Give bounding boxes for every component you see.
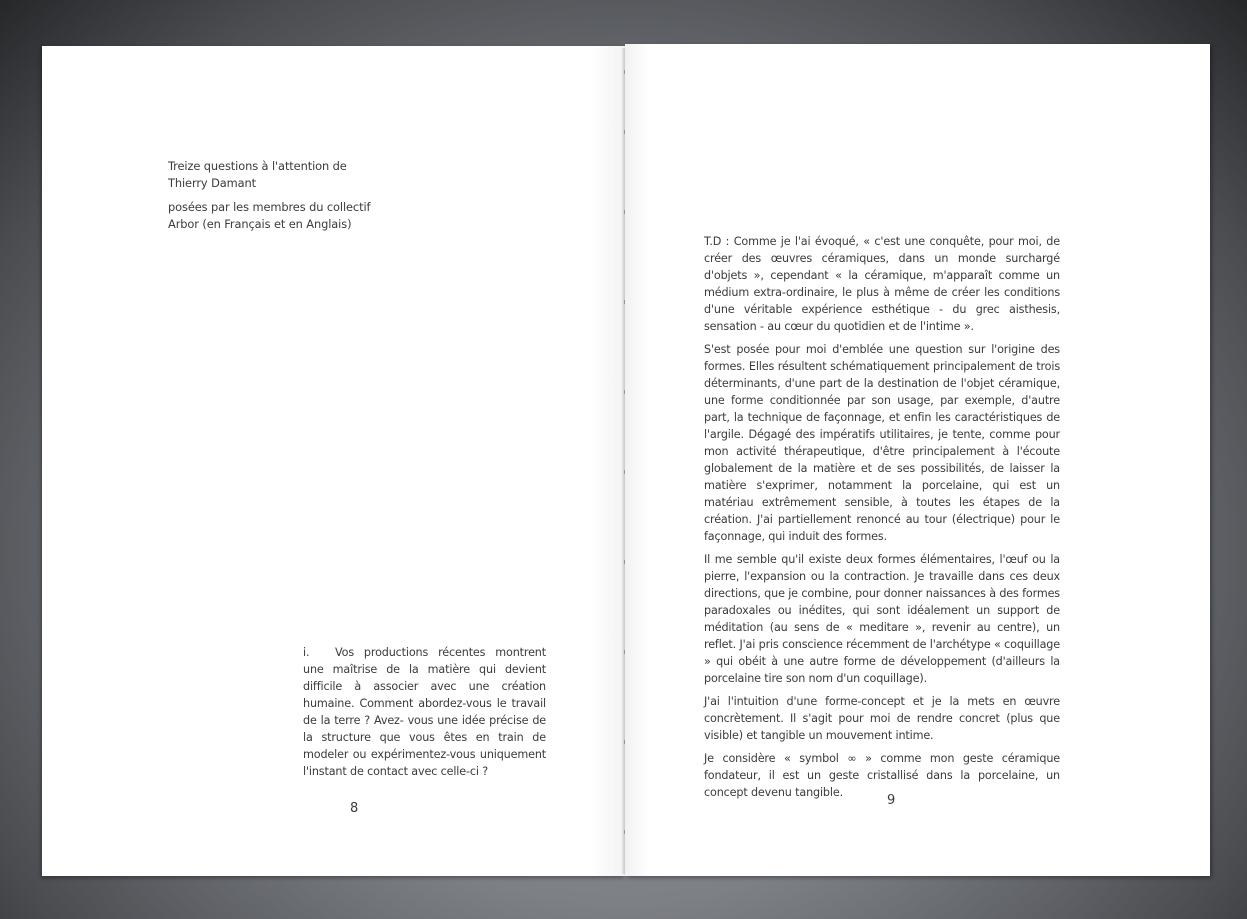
question-text: Vos productions récentes montrent une maîtrise de la matière qui devient difficile à associer avec une création humaine. Comment abordez-vous le travail de la terre ? Avez- vous une idée précise de la structure que vous êtes en train de modeler ou expérimentez-vous uniquement l'instant de contact avec celle-ci ? — [303, 646, 546, 778]
heading-title — [168, 158, 468, 192]
heading-line-1: Treize questions à l'attention de — [168, 159, 347, 173]
answer-paragraph-4: J'ai l'intuition d'une forme-concept et je la mets en œuvre concrètement. Il s'agit pour moi de rendre concret (plus que visible) et tangible un mouvement intime. — [704, 695, 1060, 742]
subheading-line-1: posées par les membres du collectif — [168, 200, 371, 214]
question-number: i. — [303, 646, 310, 659]
answer-paragraph-2: S'est posée pour moi d'emblée une question sur l'origine des formes. Elles résultent schématiquement principalement de trois déterminants, d'une part de la destination de l'objet céramique, une forme conditionnée par son usage, par exemple, d'autre part, la technique de façonnage, et enfin les caractéristiques de l'argile. Dégagé des impératifs utilitaires, je tente, comme pour mon activité thérapeutique, d'être principalement à l'écoute globalement de la matière et de ses possibilités, de laisser la matière s'exprimer, notamment la porcelaine, qui est un matériau extrêmement sensible, à toutes les étapes de la création. J'ai partiellement renoncé au tour (électrique) pour le façonnage, qui induit des formes. — [704, 343, 1060, 543]
answer-paragraph-1: T.D : Comme je l'ai évoqué, « c'est une conquête, pour moi, de créer des œuvres céramiques, dans un monde surchargé d'objets », cependant « la céramique, m'apparaît comme un médium extra-ordinaire, le plus à même de créer les conditions d'une véritable expérience esthétique - du grec aisthesis, sensation - au cœur du quotidien et de l'intime ». — [704, 235, 1060, 333]
answer-paragraph-3: Il me semble qu'il existe deux formes élémentaires, l'œuf ou la pierre, l'expansion ou la contraction. Je travaille dans ces deux directions, que je combine, pour donner naissances à des formes paradoxales ou inédites, qui sont idéalement un support de méditation (au sens de « meditare », revenir au centre), un reflet. J'ai pris conscience récemment de l'archétype « coquillage » qui obéit à une autre forme de développement (d'ailleurs la porcelaine tire son nom d'un coquillage). — [704, 553, 1060, 685]
subheading-line-2: Arbor (en Français et en Anglais) — [168, 217, 352, 231]
interview-heading — [168, 158, 468, 240]
answer-text — [704, 233, 1060, 807]
answer-paragraph-5: Je considère « symbol ∞ » comme mon geste céramique fondateur, il est un geste cristallisé dans la porcelaine, un concept devenu tangible. — [704, 752, 1060, 799]
question-paragraph — [303, 644, 546, 780]
heading-subtitle — [168, 199, 468, 233]
left-page — [42, 46, 625, 876]
page-number-left: 8 — [350, 801, 359, 816]
page-number-right: 9 — [887, 793, 896, 808]
right-page — [625, 44, 1210, 876]
heading-line-2: Thierry Damant — [168, 176, 256, 190]
